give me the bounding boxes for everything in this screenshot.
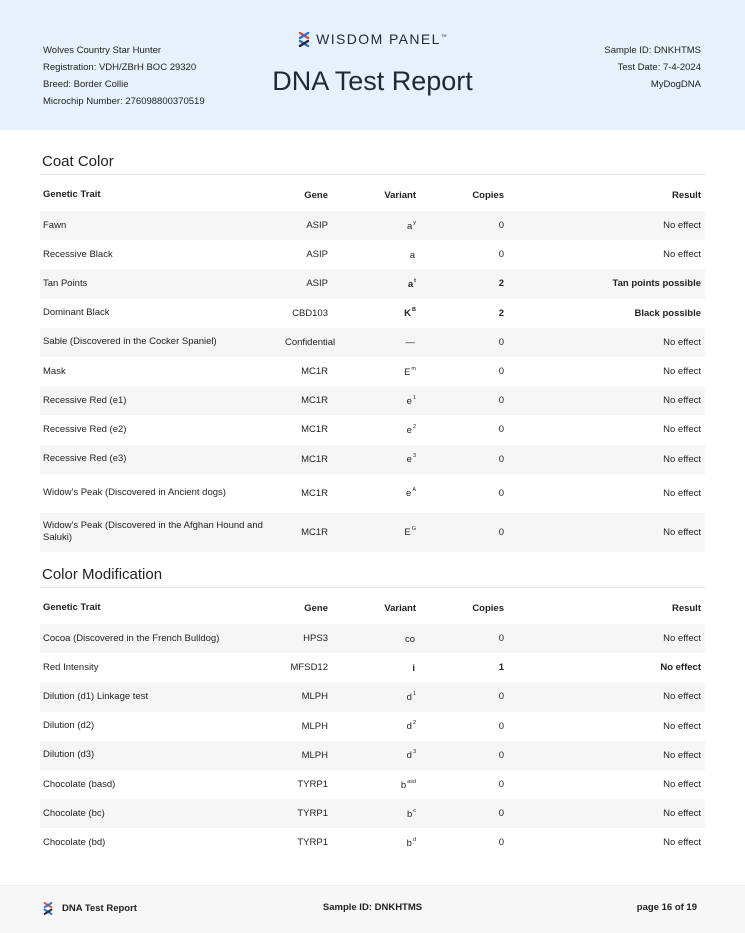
variant <box>328 749 416 761</box>
variant <box>328 220 416 232</box>
variant <box>328 720 416 732</box>
table-row <box>40 513 705 552</box>
dog-name: Wolves Country Star Hunter <box>43 45 162 56</box>
trait-name: Recessive Black <box>43 248 113 260</box>
sample-id: Sample ID: DNKHTMS <box>604 45 701 56</box>
variant <box>328 424 416 436</box>
table-row <box>40 445 705 474</box>
variant-superscript: m <box>411 365 416 372</box>
result: No effect <box>663 837 701 849</box>
variant <box>328 691 416 703</box>
variant <box>328 808 416 820</box>
result: No effect <box>663 336 701 348</box>
trait-name: Mask <box>43 365 66 377</box>
gene: HPS3 <box>303 633 328 645</box>
variant-symbol: a <box>407 278 414 290</box>
variant-symbol: e <box>406 454 412 466</box>
result: No effect <box>663 220 701 232</box>
table-row <box>40 799 705 828</box>
trait-name: Cocoa (Discovered in the French Bulldog) <box>43 632 220 644</box>
variant <box>328 662 416 674</box>
copies: 0 <box>498 249 504 261</box>
variant-symbol: b <box>406 808 413 820</box>
variant-symbol: e <box>406 488 412 500</box>
trait-name: Recessive Red (e3) <box>43 453 127 465</box>
copies: 0 <box>498 749 504 761</box>
copies: 2 <box>498 307 504 319</box>
variant-superscript: 1 <box>412 690 416 697</box>
variant-superscript: A <box>412 487 416 494</box>
logo-text: WISDOM PANEL <box>316 31 441 47</box>
result: Tan points possible <box>612 278 701 290</box>
report-title: DNA Test Report <box>272 66 473 96</box>
col-copies: Copies <box>472 602 504 614</box>
gene: MC1R <box>301 526 328 538</box>
source: MyDogDNA <box>650 79 701 90</box>
trait-name: Fawn <box>43 219 67 231</box>
variant-symbol: K <box>404 308 412 320</box>
table-row <box>40 624 705 653</box>
col-result: Result <box>671 189 701 201</box>
gene: Confidential <box>285 336 336 348</box>
result: No effect <box>663 249 701 261</box>
col-gene: Gene <box>304 189 328 201</box>
copies: 0 <box>498 487 504 499</box>
copies: 0 <box>498 395 504 407</box>
result: No effect <box>663 366 701 378</box>
gene: TYRP1 <box>297 808 328 820</box>
trait-name: Recessive Red (e1) <box>43 394 127 406</box>
variant-superscript: c <box>413 807 416 814</box>
gene: MC1R <box>301 487 328 499</box>
page-footer <box>0 885 745 933</box>
variant-symbol: d <box>406 691 412 703</box>
gene: ASIP <box>306 278 328 290</box>
variant-superscript: 3 <box>412 749 416 756</box>
result: Black possible <box>634 307 701 319</box>
table-row <box>40 828 705 857</box>
copies: 0 <box>498 779 504 791</box>
result: No effect <box>663 633 701 645</box>
variant-symbol: d <box>406 750 412 762</box>
variant-superscript: 2 <box>412 423 416 430</box>
trait-name: Chocolate (bc) <box>43 807 105 819</box>
gene: ASIP <box>306 249 328 261</box>
table-row <box>40 474 705 513</box>
result: No effect <box>660 662 701 674</box>
table-row <box>40 357 705 386</box>
variant <box>328 526 416 538</box>
table-header <box>40 179 705 211</box>
copies: 0 <box>498 453 504 465</box>
trait-name: Chocolate (basd) <box>43 778 116 790</box>
variant-symbol: co <box>404 633 415 645</box>
trait-name: Dilution (d1) Linkage test <box>43 690 149 702</box>
variant-superscript: 3 <box>412 453 416 460</box>
section-title: Coat Color <box>40 153 705 175</box>
result: No effect <box>663 808 701 820</box>
copies: 0 <box>498 424 504 436</box>
copies: 0 <box>498 336 504 348</box>
sample-info <box>604 42 701 93</box>
copies: 0 <box>498 720 504 732</box>
copies: 0 <box>498 633 504 645</box>
variant-superscript: y <box>413 219 416 226</box>
trait-name: Dilution (d2) <box>43 720 95 732</box>
trait-name: Recessive Red (e2) <box>43 423 127 435</box>
result: No effect <box>663 526 701 538</box>
color-modification-section <box>40 566 705 858</box>
copies: 1 <box>498 662 504 674</box>
copies: 0 <box>498 691 504 703</box>
copies: 0 <box>498 526 504 538</box>
variant <box>328 307 416 319</box>
variant-symbol: d <box>406 721 412 733</box>
table-row <box>40 269 705 298</box>
table-row <box>40 770 705 799</box>
result: No effect <box>663 453 701 465</box>
gene: ASIP <box>306 220 328 232</box>
gene: MLPH <box>301 720 328 732</box>
footer-sample-id: Sample ID: DNKHTMS <box>322 902 423 913</box>
variant-symbol: E <box>404 527 411 539</box>
table-body <box>40 624 705 858</box>
variant-symbol: — <box>405 337 415 349</box>
footer-report-label: DNA Test Report <box>62 903 137 914</box>
gene: TYRP1 <box>297 837 328 849</box>
table-row <box>40 386 705 415</box>
col-result: Result <box>671 602 701 614</box>
trait-name: Widow's Peak (Discovered in the Afghan Hound and Saluki) <box>43 520 263 544</box>
gene: MC1R <box>301 366 328 378</box>
section-title: Color Modification <box>40 566 705 588</box>
coat-color-section <box>40 153 705 552</box>
trait-name: Tan Points <box>43 277 88 289</box>
variant <box>328 633 416 645</box>
gene: MC1R <box>301 453 328 465</box>
table-row <box>40 211 705 240</box>
col-trait: Genetic Trait <box>43 602 101 613</box>
col-gene: Gene <box>304 602 328 614</box>
gene: TYRP1 <box>297 779 328 791</box>
helix-logo-icon <box>298 32 310 47</box>
variant <box>328 395 416 407</box>
result: No effect <box>663 487 701 499</box>
table-body <box>40 211 705 552</box>
col-trait: Genetic Trait <box>43 189 101 200</box>
variant <box>328 453 416 465</box>
variant-symbol: i <box>412 662 415 674</box>
result: No effect <box>663 395 701 407</box>
variant-superscript: asd <box>407 778 416 785</box>
table-row <box>40 240 705 269</box>
variant-superscript: t <box>414 277 416 284</box>
page-number: page 16 of 19 <box>636 902 697 913</box>
table-header <box>40 592 705 624</box>
variant-symbol: b <box>406 837 412 849</box>
trait-name: Dominant Black <box>43 307 110 319</box>
variant <box>328 779 416 791</box>
copies: 0 <box>498 808 504 820</box>
trait-name: Chocolate (bd) <box>43 836 106 848</box>
variant <box>328 366 416 378</box>
logo-tm: ™ <box>440 34 447 41</box>
variant <box>328 487 416 499</box>
table-row <box>40 653 705 682</box>
trait-name: Dilution (d3) <box>43 749 95 761</box>
col-variant: Variant <box>384 602 416 614</box>
variant <box>328 336 416 348</box>
test-date: Test Date: 7-4-2024 <box>617 62 701 73</box>
trait-name: Sable (Discovered in the Cocker Spaniel) <box>43 336 217 348</box>
variant-superscript: 1 <box>412 394 416 401</box>
variant-superscript: d <box>412 836 416 843</box>
gene: MFSD12 <box>290 662 328 674</box>
result: No effect <box>663 720 701 732</box>
col-variant: Variant <box>384 189 416 201</box>
col-copies: Copies <box>472 189 504 201</box>
copies: 0 <box>498 837 504 849</box>
gene: MC1R <box>301 424 328 436</box>
variant-superscript: 2 <box>412 720 416 727</box>
result: No effect <box>663 424 701 436</box>
variant-symbol: a <box>409 249 415 261</box>
variant <box>328 837 416 849</box>
gene: MLPH <box>301 691 328 703</box>
copies: 0 <box>498 366 504 378</box>
copies: 0 <box>498 220 504 232</box>
variant-symbol: e <box>406 424 412 436</box>
result: No effect <box>663 691 701 703</box>
table-row <box>40 415 705 444</box>
variant-symbol: E <box>404 366 411 378</box>
table-row <box>40 712 705 741</box>
variant <box>328 278 416 290</box>
registration: Registration: VDH/ZBrH BOC 29320 <box>43 62 197 73</box>
variant-superscript: B <box>412 307 416 314</box>
variant-symbol: e <box>406 395 412 407</box>
variant-superscript: G <box>411 526 416 533</box>
variant-symbol: a <box>406 220 413 232</box>
variant-symbol: b <box>400 779 407 791</box>
table-row <box>40 741 705 770</box>
microchip-number: Microchip Number: 276098800370519 <box>43 96 205 107</box>
breed: Breed: Border Collie <box>43 79 129 90</box>
table-row <box>40 299 705 328</box>
result: No effect <box>663 749 701 761</box>
copies: 2 <box>498 278 504 290</box>
table-row <box>40 328 705 357</box>
trait-name: Widow's Peak (Discovered in Ancient dogs) <box>43 487 226 499</box>
variant <box>328 249 416 261</box>
result: No effect <box>663 779 701 791</box>
table-row <box>40 682 705 711</box>
gene: CBD103 <box>292 307 328 319</box>
report-header <box>0 0 745 130</box>
trait-name: Red Intensity <box>43 661 99 673</box>
gene: MC1R <box>301 395 328 407</box>
gene: MLPH <box>301 749 328 761</box>
